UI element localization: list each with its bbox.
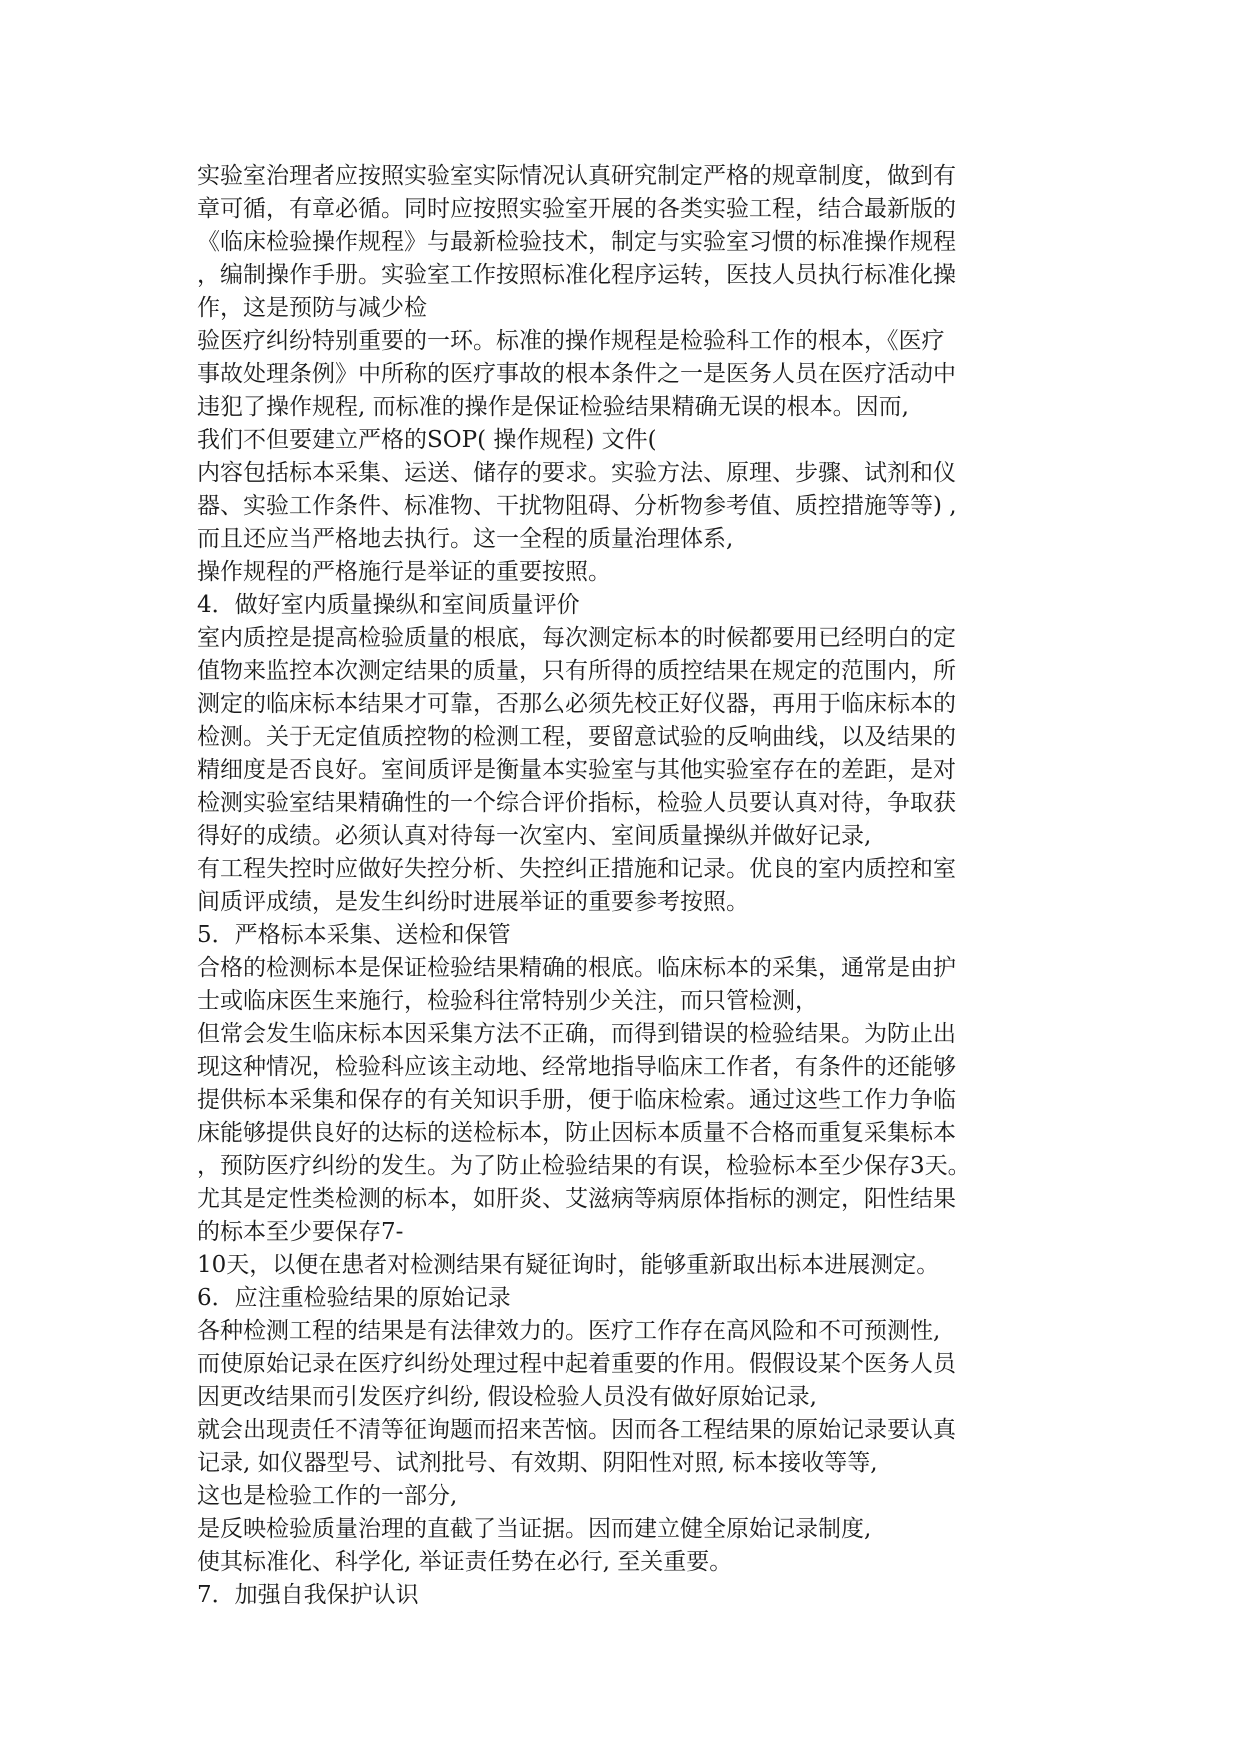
text-line: 章可循，有章必循。同时应按照实验室开展的各类实验工程，结合最新版的 [197,196,956,222]
text-line: 各种检测工程的结果是有法律效力的。医疗工作存在高风险和不可预测性, [197,1318,941,1344]
document-body [197,160,1042,1612]
text-line: 内容包括标本采集、运送、储存的要求。实验方法、原理、步骤、试剂和仪 [197,460,956,486]
section-heading: 6．应注重检验结果的原始记录 [197,1285,511,1311]
text-line: 就会出现责任不清等征询题而招来苦恼。因而各工程结果的原始记录要认真 [197,1417,956,1443]
text-line: 验医疗纠纷特别重要的一环。标准的操作规程是检验科工作的根本，《医疗 [197,328,945,354]
text-line: 精细度是否良好。室间质评是衡量本实验室与其他实验室存在的差距，是对 [197,757,956,783]
text-line: ，预防医疗纠纷的发生。为了防止检验结果的有误，检验标本至少保存3天。 [197,1153,971,1179]
text-line: 实验室治理者应按照实验室实际情况认真研究制定严格的规章制度，做到有 [197,163,956,189]
text-line: 但常会发生临床标本因采集方法不正确，而得到错误的检验结果。为防止出 [197,1021,956,1047]
text-line: 10天，以便在患者对检测结果有疑征询时，能够重新取出标本进展测定。 [197,1252,940,1278]
text-line: 合格的检测标本是保证检验结果精确的根底。临床标本的采集，通常是由护 [197,955,956,981]
text-line: 是反映检验质量治理的直截了当证据。因而建立健全原始记录制度, [197,1516,872,1542]
text-line: 的标本至少要保存7- [197,1219,404,1245]
text-line: 我们不但要建立严格的SOP( 操作规程) 文件( [197,427,657,453]
text-line: 器、实验工作条件、标准物、干扰物阻碍、分析物参考值、质控措施等等) , [197,493,957,519]
text-line: 现这种情况，检验科应该主动地、经常地指导临床工作者，有条件的还能够 [197,1054,956,1080]
text-line: 《临床检验操作规程》与最新检验技术，制定与实验室习惯的标准操作规程 [197,229,956,255]
text-line: 而且还应当严格地去执行。这一全程的质量治理体系, [197,526,734,552]
section-heading: 4．做好室内质量操纵和室间质量评价 [197,592,580,618]
text-line: 测定的临床标本结果才可靠，否那么必须先校正好仪器，再用于临床标本的 [197,691,956,717]
text-line: 记录, 如仪器型号、试剂批号、有效期、阴阳性对照, 标本接收等等, [197,1450,878,1476]
text-line: 提供标本采集和保存的有关知识手册，便于临床检索。通过这些工作力争临 [197,1087,956,1113]
text-line: 得好的成绩。必须认真对待每一次室内、室间质量操纵并做好记录, [197,823,872,849]
text-line: 因更改结果而引发医疗纠纷, 假设检验人员没有做好原始记录, [197,1384,817,1410]
text-line: 有工程失控时应做好失控分析、失控纠正措施和记录。优良的室内质控和室 [197,856,956,882]
text-line: 士或临床医生来施行，检验科往常特别少关注，而只管检测， [197,988,818,1014]
text-line: 事故处理条例》中所称的医疗事故的根本条件之一是医务人员在医疗活动中 [197,361,956,387]
text-line: 尤其是定性类检测的标本，如肝炎、艾滋病等病原体指标的测定，阳性结果 [197,1186,956,1212]
text-line: 操作规程的严格施行是举证的重要按照。 [197,559,611,585]
text-line: 床能够提供良好的达标的送检标本，防止因标本质量不合格而重复采集标本 [197,1120,956,1146]
text-line: 作，这是预防与减少检 [197,295,427,321]
text-line: 间质评成绩，是发生纠纷时进展举证的重要参考按照。 [197,889,749,915]
text-line: 检测。关于无定值质控物的检测工程，要留意试验的反响曲线，以及结果的 [197,724,956,750]
section-heading: 7．加强自我保护认识 [197,1582,419,1608]
text-line: 值物来监控本次测定结果的质量，只有所得的质控结果在规定的范围内，所 [197,658,956,684]
text-line: 检测实验室结果精确性的一个综合评价指标，检验人员要认真对待，争取获 [197,790,956,816]
text-line: ，编制操作手册。实验室工作按照标准化程序运转，医技人员执行标准化操 [197,262,956,288]
text-line: 使其标准化、科学化, 举证责任势在必行, 至关重要。 [197,1549,733,1575]
text-line: 而使原始记录在医疗纠纷处理过程中起着重要的作用。假假设某个医务人员 [197,1351,956,1377]
section-heading: 5．严格标本采集、送检和保管 [197,922,511,948]
text-line: 这也是检验工作的一部分, [197,1483,458,1509]
text-line: 违犯了操作规程, 而标准的操作是保证检验结果精确无误的根本。因而, [197,394,909,420]
text-line: 室内质控是提高检验质量的根底，每次测定标本的时候都要用已经明白的定 [197,625,956,651]
